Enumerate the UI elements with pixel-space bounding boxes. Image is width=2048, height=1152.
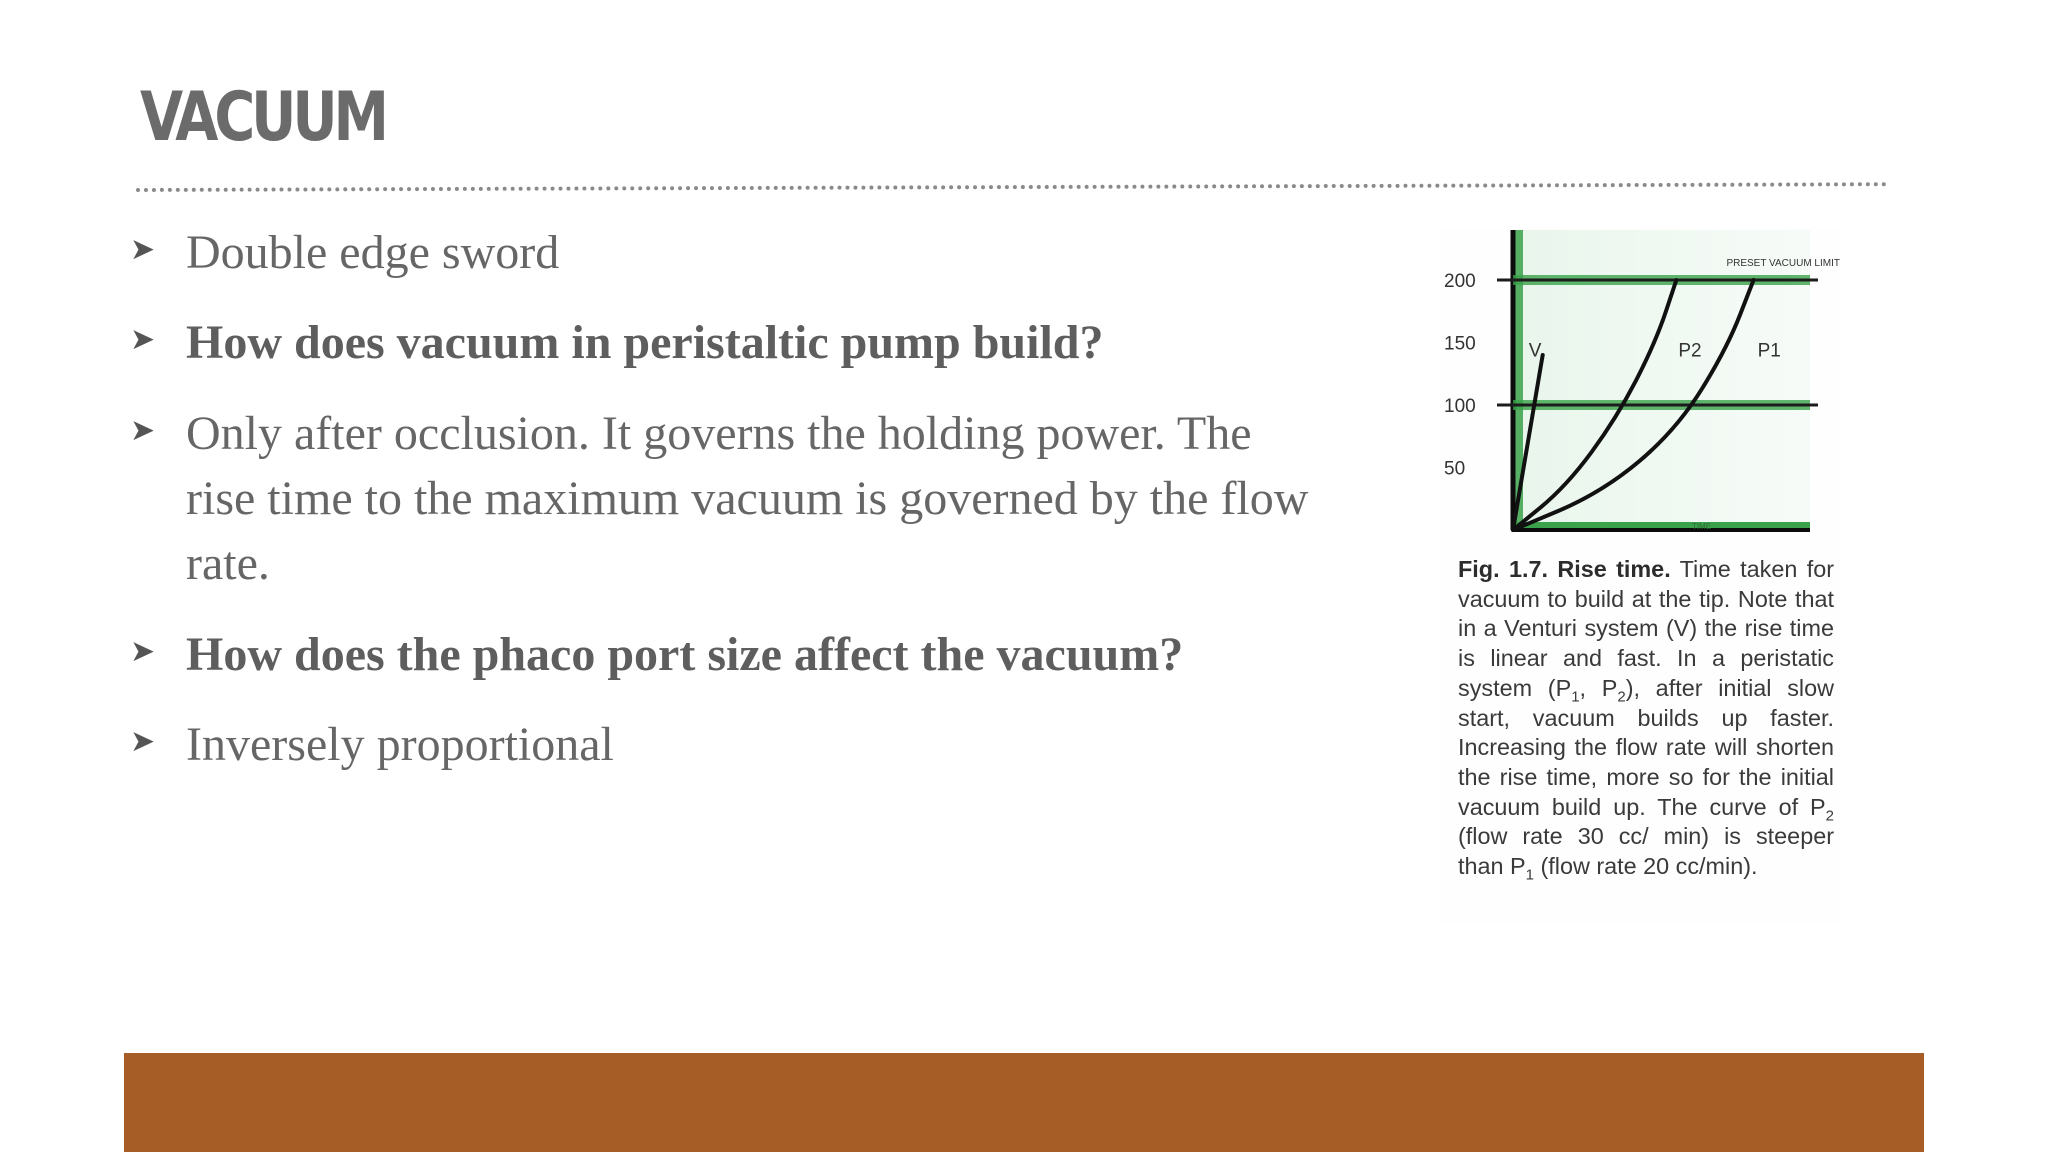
rise-time-chart <box>1440 228 1840 538</box>
caption-subscript: 1 <box>1525 866 1534 884</box>
arrow-bullet-icon: ➤ <box>130 634 156 669</box>
caption-subscript: 2 <box>1617 688 1626 706</box>
chart-background <box>1497 230 1840 532</box>
caption-text: (flow rate 20 cc/min). <box>1533 853 1758 880</box>
slide-title: VACUUM <box>140 78 385 157</box>
bullet-text: How does vacuum in peristaltic pump build? <box>186 316 1104 369</box>
caption-text: , P <box>1579 674 1618 701</box>
series-label-v: V <box>1528 340 1542 362</box>
arrow-bullet-icon: ➤ <box>130 724 156 759</box>
bullet-text: Only after occlusion. It governs the holding power. The rise time to the maximum vacuum is governed by the flow rate. <box>186 407 1309 590</box>
bullet-text: Inversely proportional <box>186 718 614 771</box>
footer-accent-bar <box>124 1053 1924 1152</box>
series-label-p2: P2 <box>1678 340 1702 362</box>
caption-subscript: 1 <box>1571 688 1580 706</box>
bullet-text: How does the phaco port size affect the vacuum? <box>186 628 1184 681</box>
figure-caption <box>1458 555 1834 882</box>
caption-label: Fig. 1.7. Rise time. <box>1458 556 1671 582</box>
arrow-bullet-icon: ➤ <box>130 413 156 448</box>
caption-subscript: 2 <box>1825 807 1834 825</box>
caption-text: Time taken for vacuum to build at the tip. Note that in a Venturi system (V) the rise time is linear and fast. In a peristatic system (P <box>1458 556 1834 701</box>
arrow-bullet-icon: ➤ <box>130 322 156 357</box>
x-axis-label: TIME <box>1691 522 1712 531</box>
y-tick-label: 150 <box>1444 333 1476 355</box>
y-tick-label: 50 <box>1444 458 1466 480</box>
y-tick-label: 200 <box>1444 271 1476 292</box>
dotted-divider <box>136 182 1888 192</box>
caption-text: ), after initial slow start, vacuum builds up faster. Increasing the flow rate will shorten the rise time, more so for the initial vacuum build up. The curve of P <box>1458 674 1834 820</box>
bullet-text: Double edge sword <box>186 226 560 279</box>
caption-text: (flow rate 30 cc/ min) is steeper than P <box>1458 823 1834 880</box>
y-tick-label: 100 <box>1444 396 1476 417</box>
series-label-p1: P1 <box>1757 340 1781 362</box>
arrow-bullet-icon: ➤ <box>130 232 156 267</box>
reference-label: PRESET VACUUM LIMIT <box>1726 258 1840 269</box>
